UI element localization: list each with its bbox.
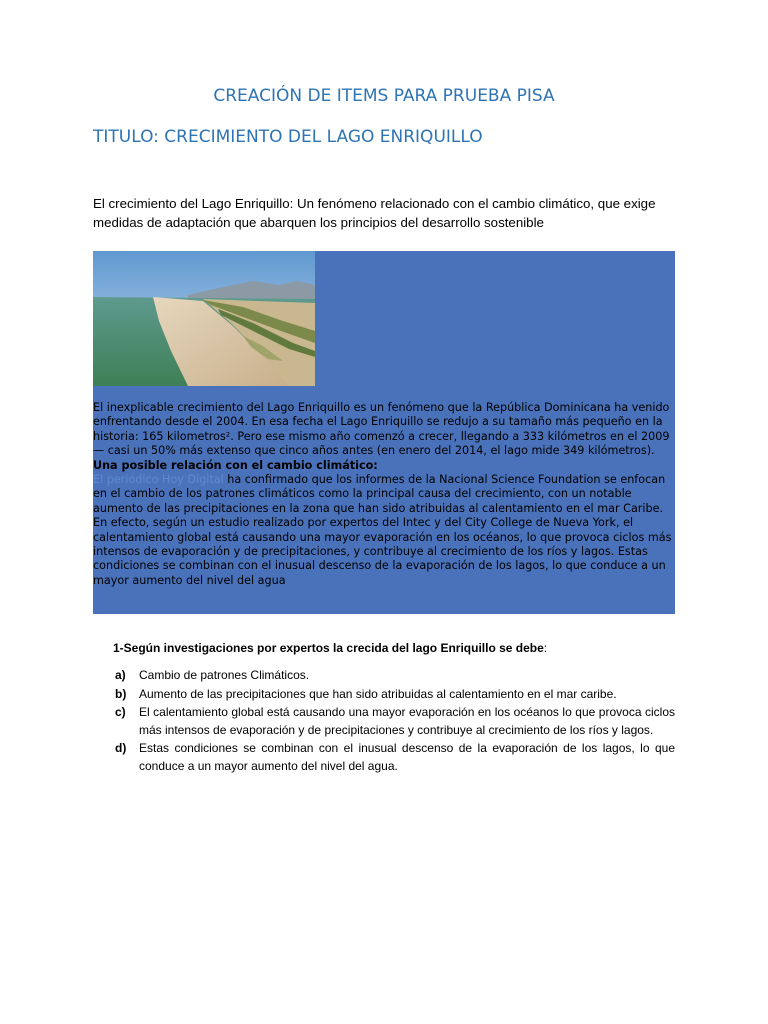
option-text: Aumento de las precipitaciones que han sido atribuidas al calentamiento en el mar caribe. [139,686,617,701]
option-letter: b) [115,686,127,701]
answer-option[interactable] [93,740,675,775]
question-label: 1-Según investigaciones por expertos la crecida del lago Enriquillo se debe [113,641,544,655]
article-paragraph: El inexplicable crecimiento del Lago Enriquillo es un fenómeno que la República Dominicana ha venido enfrentando desde el 2004. En esa fecha el Lago Enriquillo se redujo a su tamaño más pequeño en la historia: 165 kilometros². Pero ese mismo año comenzó a crecer, llegando a 333 kilómetros en el 2009 — casi un 50% más extenso que cinco años antes (en enero del 2014, el lago mide 349 kilómetros). [93,401,670,458]
lake-enriquillo-photo [93,251,315,386]
option-text: Estas condiciones se combinan con el inusual descenso de la evaporación de los lagos, lo que conduce a un mayor aumento del nivel del agua. [139,741,675,773]
answer-options [93,667,675,775]
question-colon: : [543,641,548,655]
intro-paragraph: El crecimiento del Lago Enriquillo: Un fenómeno relacionado con el cambio climático, que exige medidas de adaptación que abarquen los principios del desarrollo sostenible [93,196,656,230]
option-letter: d) [115,741,127,755]
article-paragraph-body: ha confirmado que los informes de la Nacional Science Foundation se enfocan en el cambio de los patrones climáticos como la principal causa del crecimiento, con un notable aumento de las precipitaciones en la zona que han sido atribuidas al calentamiento en el mar Caribe. En efecto, según un estudio realizado por expertos del Intec y del City College de Nueva York, el calentamiento global está causando una mayor evaporación en los océanos, lo que provoca ciclos más intensos de evaporación y de precipitaciones, y contribuye al crecimiento de los ríos y lagos. Estas condiciones se combinan con el inusual descenso de la evaporación de los lagos, lo que conduce a un mayor aumento del nivel del agua [93,473,672,587]
question-text [113,641,675,655]
article-box [93,251,675,614]
answer-option[interactable] [93,704,675,739]
document-title: CREACIÓN DE ITEMS PARA PRUEBA PISA [213,86,555,106]
article-subheading: Una posible relación con el cambio climático: [93,458,378,472]
question-block [93,641,675,776]
article-text [93,401,675,588]
option-text: El calentamiento global está causando una mayor evaporación en los océanos lo que provoca ciclos más intensos de evaporación y de precipitaciones y contribuye al crecimiento de los ríos y lagos. [139,705,675,737]
hoy-digital-link[interactable]: El periódico Hoy Digital [93,473,224,487]
article-paragraph [93,473,675,588]
option-text: Cambio de patrones Climáticos. [139,668,310,682]
document-subtitle: TITULO: CRECIMIENTO DEL LAGO ENRIQUILLO [93,127,483,147]
answer-option[interactable] [93,667,675,685]
option-letter: c) [115,705,126,719]
option-letter: a) [115,668,126,682]
answer-option[interactable] [93,686,675,704]
